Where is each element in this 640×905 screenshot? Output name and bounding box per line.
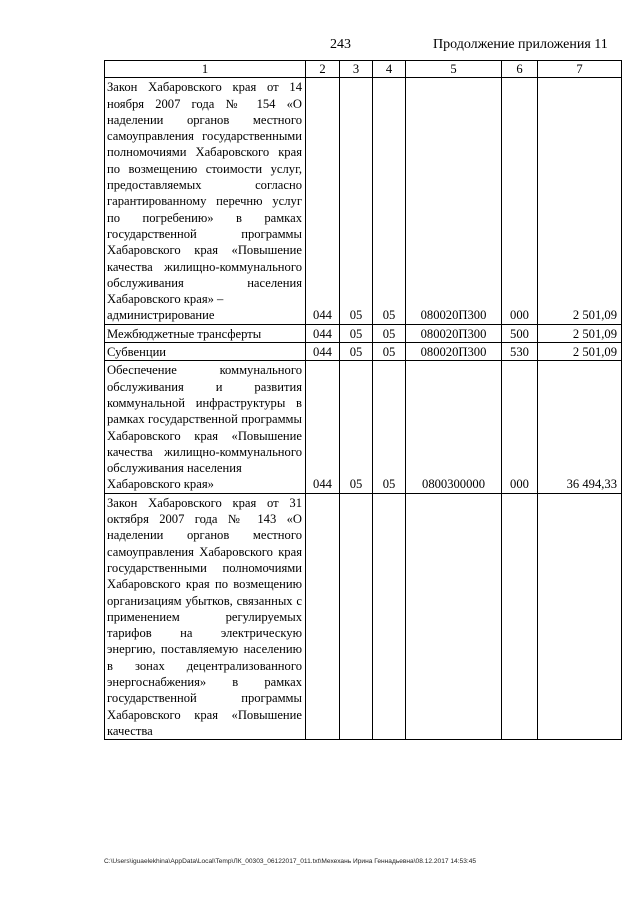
target-article-code: 080020П300 — [406, 343, 502, 361]
section-code — [340, 493, 373, 739]
row-description: Субвенции — [105, 343, 306, 361]
ministry-code: 044 — [306, 324, 340, 342]
expense-type-code: 000 — [502, 361, 538, 493]
target-article-code — [406, 493, 502, 739]
target-article-code: 080020П300 — [406, 324, 502, 342]
table-row — [105, 493, 622, 739]
ministry-code: 044 — [306, 78, 340, 324]
table-row — [105, 361, 622, 493]
table-row — [105, 78, 622, 324]
row-description — [105, 361, 306, 493]
section-code: 05 — [340, 78, 373, 324]
budget-table — [104, 60, 622, 740]
page-number: 243 — [330, 37, 351, 52]
expense-type-code: 500 — [502, 324, 538, 342]
amount — [538, 493, 622, 739]
column-header: 3 — [340, 61, 373, 78]
column-header: 4 — [373, 61, 406, 78]
subsection-code: 05 — [373, 361, 406, 493]
column-header: 6 — [502, 61, 538, 78]
subsection-code: 05 — [373, 78, 406, 324]
row-description-text: Обеспечение коммунального обслуживания и развития коммунальной инфраструктуры в рамках государственной программы Хабаровского края «Повышение качества жилищно-коммунального обслуживания населения — [107, 363, 302, 476]
subsection-code: 05 — [373, 343, 406, 361]
ministry-code — [306, 493, 340, 739]
column-header: 5 — [406, 61, 502, 78]
row-description: Межбюджетные трансферты — [105, 324, 306, 342]
section-code: 05 — [340, 343, 373, 361]
target-article-code: 080020П300 — [406, 78, 502, 324]
amount: 2 501,09 — [538, 343, 622, 361]
amount: 2 501,09 — [538, 78, 622, 324]
amount: 36 494,33 — [538, 361, 622, 493]
row-description-last-line: администрирование — [107, 308, 215, 323]
expense-type-code — [502, 493, 538, 739]
column-number-row — [105, 61, 622, 78]
ministry-code: 044 — [306, 361, 340, 493]
row-description: Закон Хабаровского края от 31 октября 2007 года № 143 «О наделении органов местного самоуправления Хабаровского края государственными полномочиями Хабаровского края по возмещению организациям убытков, связанных с применением регулируемых тарифов на электрическую энергию, поставляемую населению в зонах децентрализованного энергоснабжения» в рамках государственной программы Хабаровского края «Повышение качества — [105, 493, 306, 739]
expense-type-code: 000 — [502, 78, 538, 324]
expense-type-code: 530 — [502, 343, 538, 361]
row-description-text: Закон Хабаровского края от 14 ноября 2007 года № 154 «О наделении органов местного самоуправления государственными полномочиями Хабаровского края по возмещению стоимости услуг, предоставляемых согласно гарантированному перечню услуг по погребению» в рамках государственной программы Хабаровского края «Повышение качества жилищно-коммунального обслуживания населения Хабаровского края» – — [107, 80, 302, 307]
table-row — [105, 343, 622, 361]
amount: 2 501,09 — [538, 324, 622, 342]
row-description-last-line: Хабаровского края» — [107, 477, 214, 492]
target-article-code: 0800300000 — [406, 361, 502, 493]
row-description — [105, 78, 306, 324]
section-code: 05 — [340, 361, 373, 493]
table-row — [105, 324, 622, 342]
file-path-footer: C:\Users\iguaelekhina\AppData\Local\Temp\ЛК_00303_06122017_011.txt\Мехехань Ирина Геннадьевна\08.12.2017 14:53:45 — [104, 858, 477, 865]
subsection-code: 05 — [373, 324, 406, 342]
column-header: 7 — [538, 61, 622, 78]
column-header: 2 — [306, 61, 340, 78]
appendix-continuation-caption: Продолжение приложения 11 — [433, 37, 608, 52]
ministry-code: 044 — [306, 343, 340, 361]
subsection-code — [373, 493, 406, 739]
column-header: 1 — [105, 61, 306, 78]
section-code: 05 — [340, 324, 373, 342]
